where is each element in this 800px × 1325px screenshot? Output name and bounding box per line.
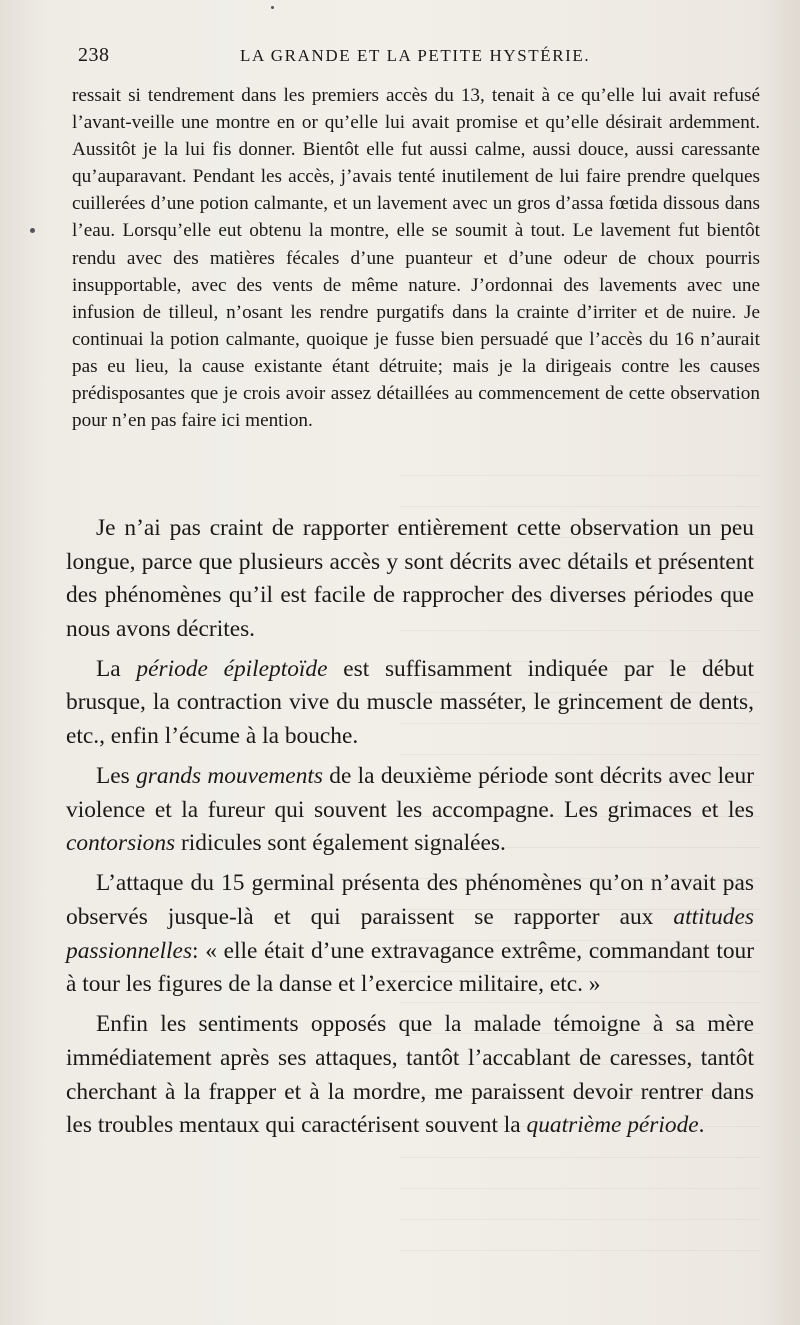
- ink-speck: [271, 6, 274, 9]
- commentary-paragraph-1: Je n’ai pas craint de rapporter entièrement cette observation un peu longue, parce que plusieurs accès y sont décrits avec détails et présentent des phénomènes qu’il est facile de rapprocher des diverses périodes que nous avons décrites.: [66, 515, 754, 642]
- emphasis-term: contorsions: [66, 830, 176, 857]
- commentary-paragraph-2: [66, 653, 754, 754]
- observation-paragraph: ressait si tendrement dans les premiers accès du 13, tenait à ce qu’elle lui avait refusé l’avant-veille une montre en or qu’elle lui avait promise et qu’elle désirait ardemment. Aussitôt je la lui fis donner. Bientôt elle fut aussi calme, aussi douce, aussi caressante qu’auparavant. Pendant les accès, j’avais tenté inutilement de lui faire prendre quelques cuillerées d’une potion calmante, et un lavement avec un gros d’assa fœtida dissous dans l’eau. Lorsqu’elle eut obtenu la montre, elle se soumit à tout. Le lavement fut bientôt rendu avec des matières fécales d’une puanteur et d’une odeur de choux pourris insupportable, avec des vents de même nature. J’ordonnai des lavements avec une infusion de tilleul, n’osant les rendre purgatifs dans la crainte d’irriter et de nuire. Je continuai la potion calmante, quoique je fusse bien persuadé que l’accès du 16 n’aurait pas eu lieu, la cause existante étant détruite; mais je la dirigeais contre les causes prédisposantes que je crois avoir assez détaillées au commencement de cette observation pour n’en pas faire ici mention.: [72, 85, 760, 432]
- commentary-paragraph-4: [66, 867, 754, 1001]
- text-run: Les: [96, 763, 137, 790]
- text-run: La: [96, 655, 137, 682]
- commentary-paragraph-3: [66, 760, 754, 861]
- commentary-paragraph-5: [66, 1008, 754, 1142]
- running-head: [78, 44, 760, 70]
- commentary: [66, 512, 754, 1149]
- emphasis-term: attitudes passionnelles: [66, 904, 754, 964]
- text-run: L’attaque du 15 germinal présenta des phénomènes qu’on n’avait pas observés jusque-là et qui paraissent se rapporter aux: [66, 870, 754, 931]
- ink-speck: [30, 228, 35, 233]
- text-run: de la deuxième période sont décrits avec leur violence et la fureur qui souvent les accompagne. Les grimaces et les: [66, 763, 754, 823]
- text-run: Enfin les sentiments opposés que la malade témoigne à sa mère immédiatement après ses attaques, tantôt l’accablant de caresses, tantôt cherchant à la frapper et à la mordre, me paraissent devoir rentrer dans les troubles mentaux qui caractérisent souvent la: [66, 1011, 754, 1139]
- page-number: 238: [78, 44, 110, 66]
- text-run: ridicules sont également signalées.: [175, 830, 506, 857]
- running-title: LA GRANDE ET LA PETITE HYSTÉRIE.: [240, 46, 591, 65]
- quoted-observation: [72, 82, 760, 434]
- emphasis-term: quatrième période: [526, 1112, 699, 1139]
- text-run: est suffisamment indiquée par le début brusque, la contraction vive du muscle masséter, le grincement de dents, etc., enfin l’écume à la bouche.: [66, 655, 754, 750]
- text-run: .: [698, 1112, 705, 1139]
- emphasis-term: grands mouvements: [136, 763, 323, 790]
- text-run: : « elle était d’une extravagance extrême, commandant tour à tour les figures de la danse et l’exercice militaire, etc. »: [66, 937, 754, 998]
- emphasis-term: période épileptoïde: [136, 655, 328, 682]
